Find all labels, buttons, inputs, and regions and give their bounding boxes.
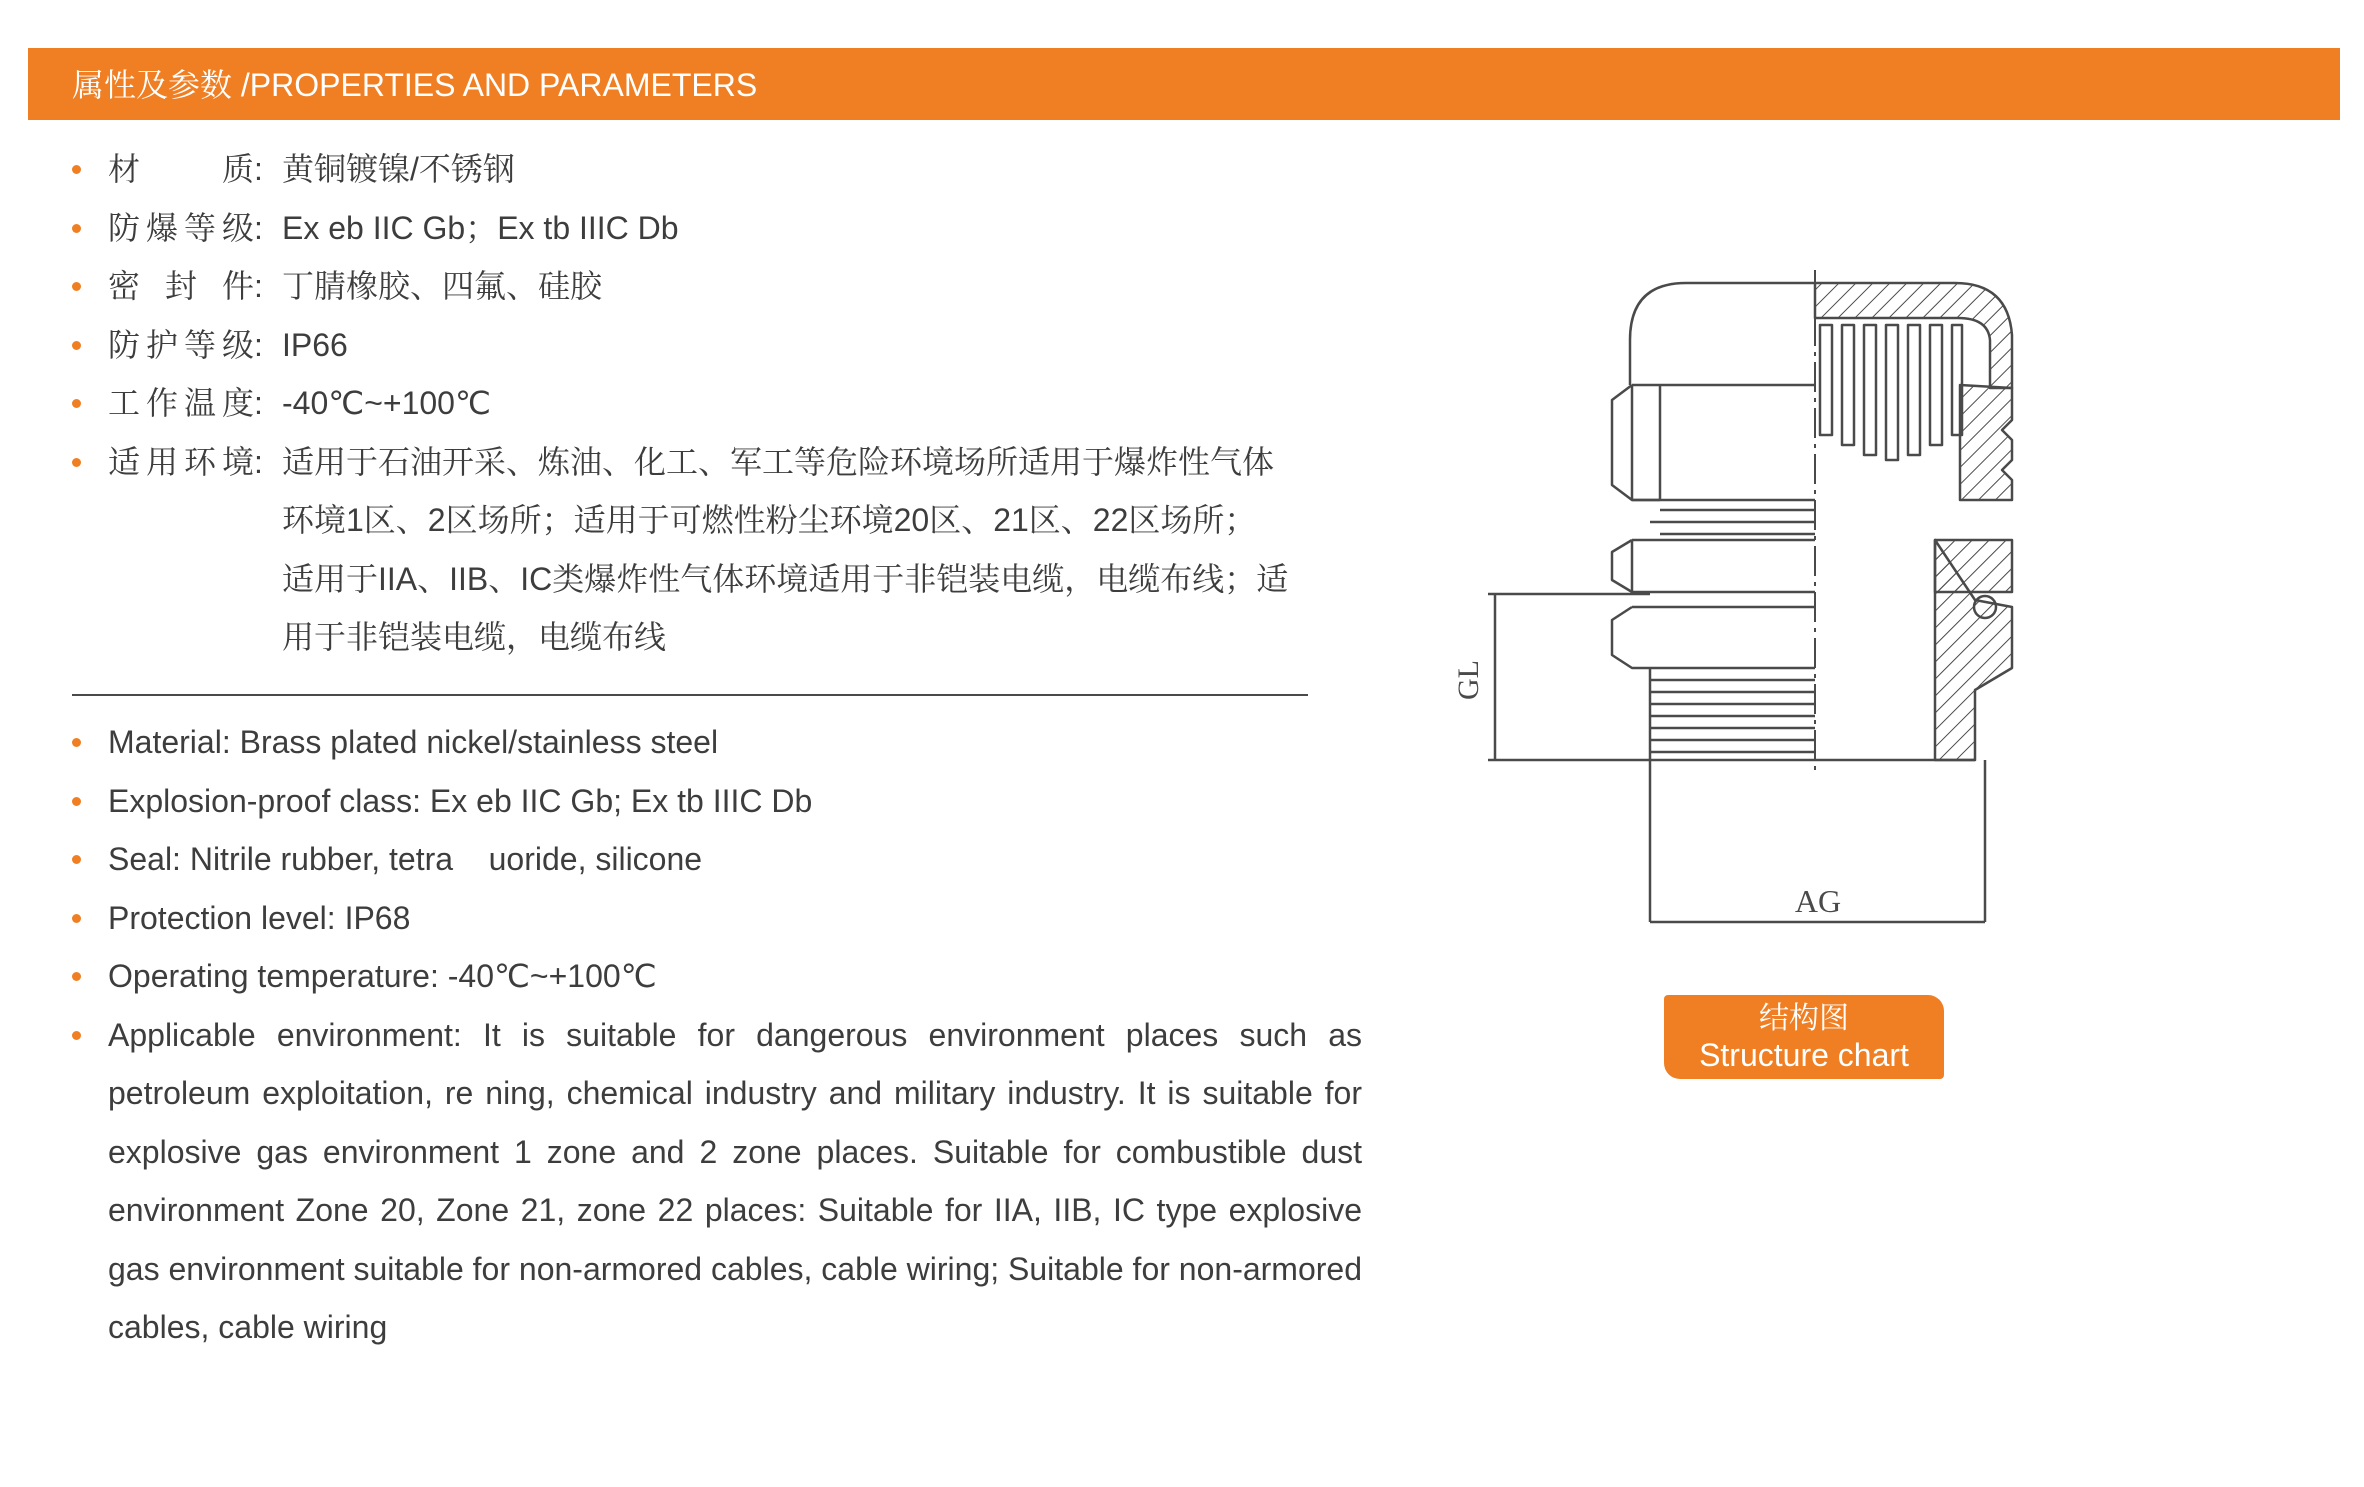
bullet-dot (72, 1031, 81, 1040)
cn-property-protection (72, 316, 1342, 375)
bullet-dot (72, 914, 81, 923)
property-text: Applicable environment: It is suitable for dangerous environment places such as petroleum exploitation, re ning, chemical industry and military industry. It is suitable for explosive gas environment 1 zone and 2 zone places. Suitable for combustible dust environment Zone 20, Zone 21, zone 22 places: Suitable for IIA, IIB, IC type explosive gas environment suitable for non-armored cables, cable wiring; Suitable for non-armored cables, cable wiring (108, 1016, 1362, 1345)
bullet-dot (72, 341, 81, 350)
property-value: 黄铜镀镍/不锈钢 (282, 151, 515, 187)
property-label: 防爆等级 (108, 209, 254, 246)
property-label: 材质 (108, 151, 254, 187)
cn-property-explosion-class (72, 199, 1342, 258)
section-header (28, 48, 2340, 120)
property-text: Protection level: IP68 (108, 899, 411, 936)
en-properties-list (72, 713, 1362, 1357)
property-label: 工作温度 (108, 385, 254, 421)
property-label: 密封件 (108, 268, 254, 304)
en-property-environment (72, 1006, 1362, 1357)
property-text: Operating temperature: -40℃~+100℃ (108, 958, 657, 994)
en-property-temperature (72, 947, 1362, 1006)
en-property-seal (72, 830, 1362, 889)
lower-hex (1612, 540, 1815, 592)
middle-threads (1650, 510, 1815, 534)
structure-tag-en: Structure chart (1699, 1037, 1909, 1073)
property-text: Material: Brass plated nickel/stainless steel (108, 724, 719, 760)
cn-property-environment (72, 433, 1342, 667)
bullet-dot (72, 282, 81, 291)
label-colon: : (254, 385, 263, 421)
structure-tag-cn: 结构图 (1759, 1002, 1849, 1035)
bullet-dot (72, 797, 81, 806)
bullet-dot (72, 399, 81, 408)
en-property-protection (72, 889, 1362, 948)
property-label: 防护等级 (108, 326, 254, 363)
section-divider (72, 694, 1308, 696)
label-colon: : (254, 151, 263, 187)
property-value: Ex eb IIC Gb；Ex tb IIIC Db (282, 209, 679, 246)
bullet-dot (72, 165, 81, 174)
cn-property-material (72, 140, 1342, 199)
en-property-explosion-class (72, 772, 1362, 831)
section-title: 属性及参数 /PROPERTIES AND PARAMETERS (72, 67, 758, 103)
ag-label: AG (1794, 883, 1842, 919)
cn-properties-list (72, 140, 1342, 667)
property-value: -40℃~+100℃ (282, 385, 491, 421)
property-value: 适用于石油开采、炼油、化工、军工等危险环境场所适用于爆炸性气体 环境1区、2区场所；适用于可燃性粉尘环境20区、21区、22区场所； 适用于IIA、IIB、IC类爆炸性气体环境适用于非铠装电缆，电缆布线；适 用于非铠装电缆，电缆布线 (282, 443, 1289, 655)
property-label: 适用环境 (108, 443, 254, 480)
upper-hex (1612, 385, 1815, 500)
body-hex (1612, 607, 1815, 668)
cable-gland-structure-diagram (1440, 250, 2040, 950)
label-colon: : (254, 209, 263, 246)
label-colon: : (254, 326, 263, 363)
property-text: Explosion-proof class: Ex eb IIC Gb; Ex tb IIIC Db (108, 782, 813, 819)
cap-section (1815, 283, 2012, 388)
bullet-dot (72, 855, 81, 864)
en-property-material (72, 713, 1362, 772)
property-value: 丁腈橡胶、四氟、硅胶 (282, 268, 603, 304)
cn-property-temperature (72, 374, 1342, 433)
bullet-dot (72, 224, 81, 233)
gl-label: GL (1452, 660, 1485, 700)
seal-fingers (1820, 325, 1962, 460)
label-colon: : (254, 443, 263, 480)
bullet-dot (72, 738, 81, 747)
bullet-dot (72, 458, 81, 467)
bullet-dot (72, 972, 81, 981)
entry-threads (1650, 680, 1815, 752)
upper-thread-section (1960, 385, 2012, 500)
cn-property-seal (72, 257, 1342, 316)
label-colon: : (254, 268, 263, 304)
structure-chart-tag (1664, 995, 1944, 1079)
property-text: Seal: Nitrile rubber, tetra uoride, silicone (108, 841, 703, 877)
cap-outline (1630, 283, 1815, 385)
property-value: IP66 (282, 326, 348, 363)
